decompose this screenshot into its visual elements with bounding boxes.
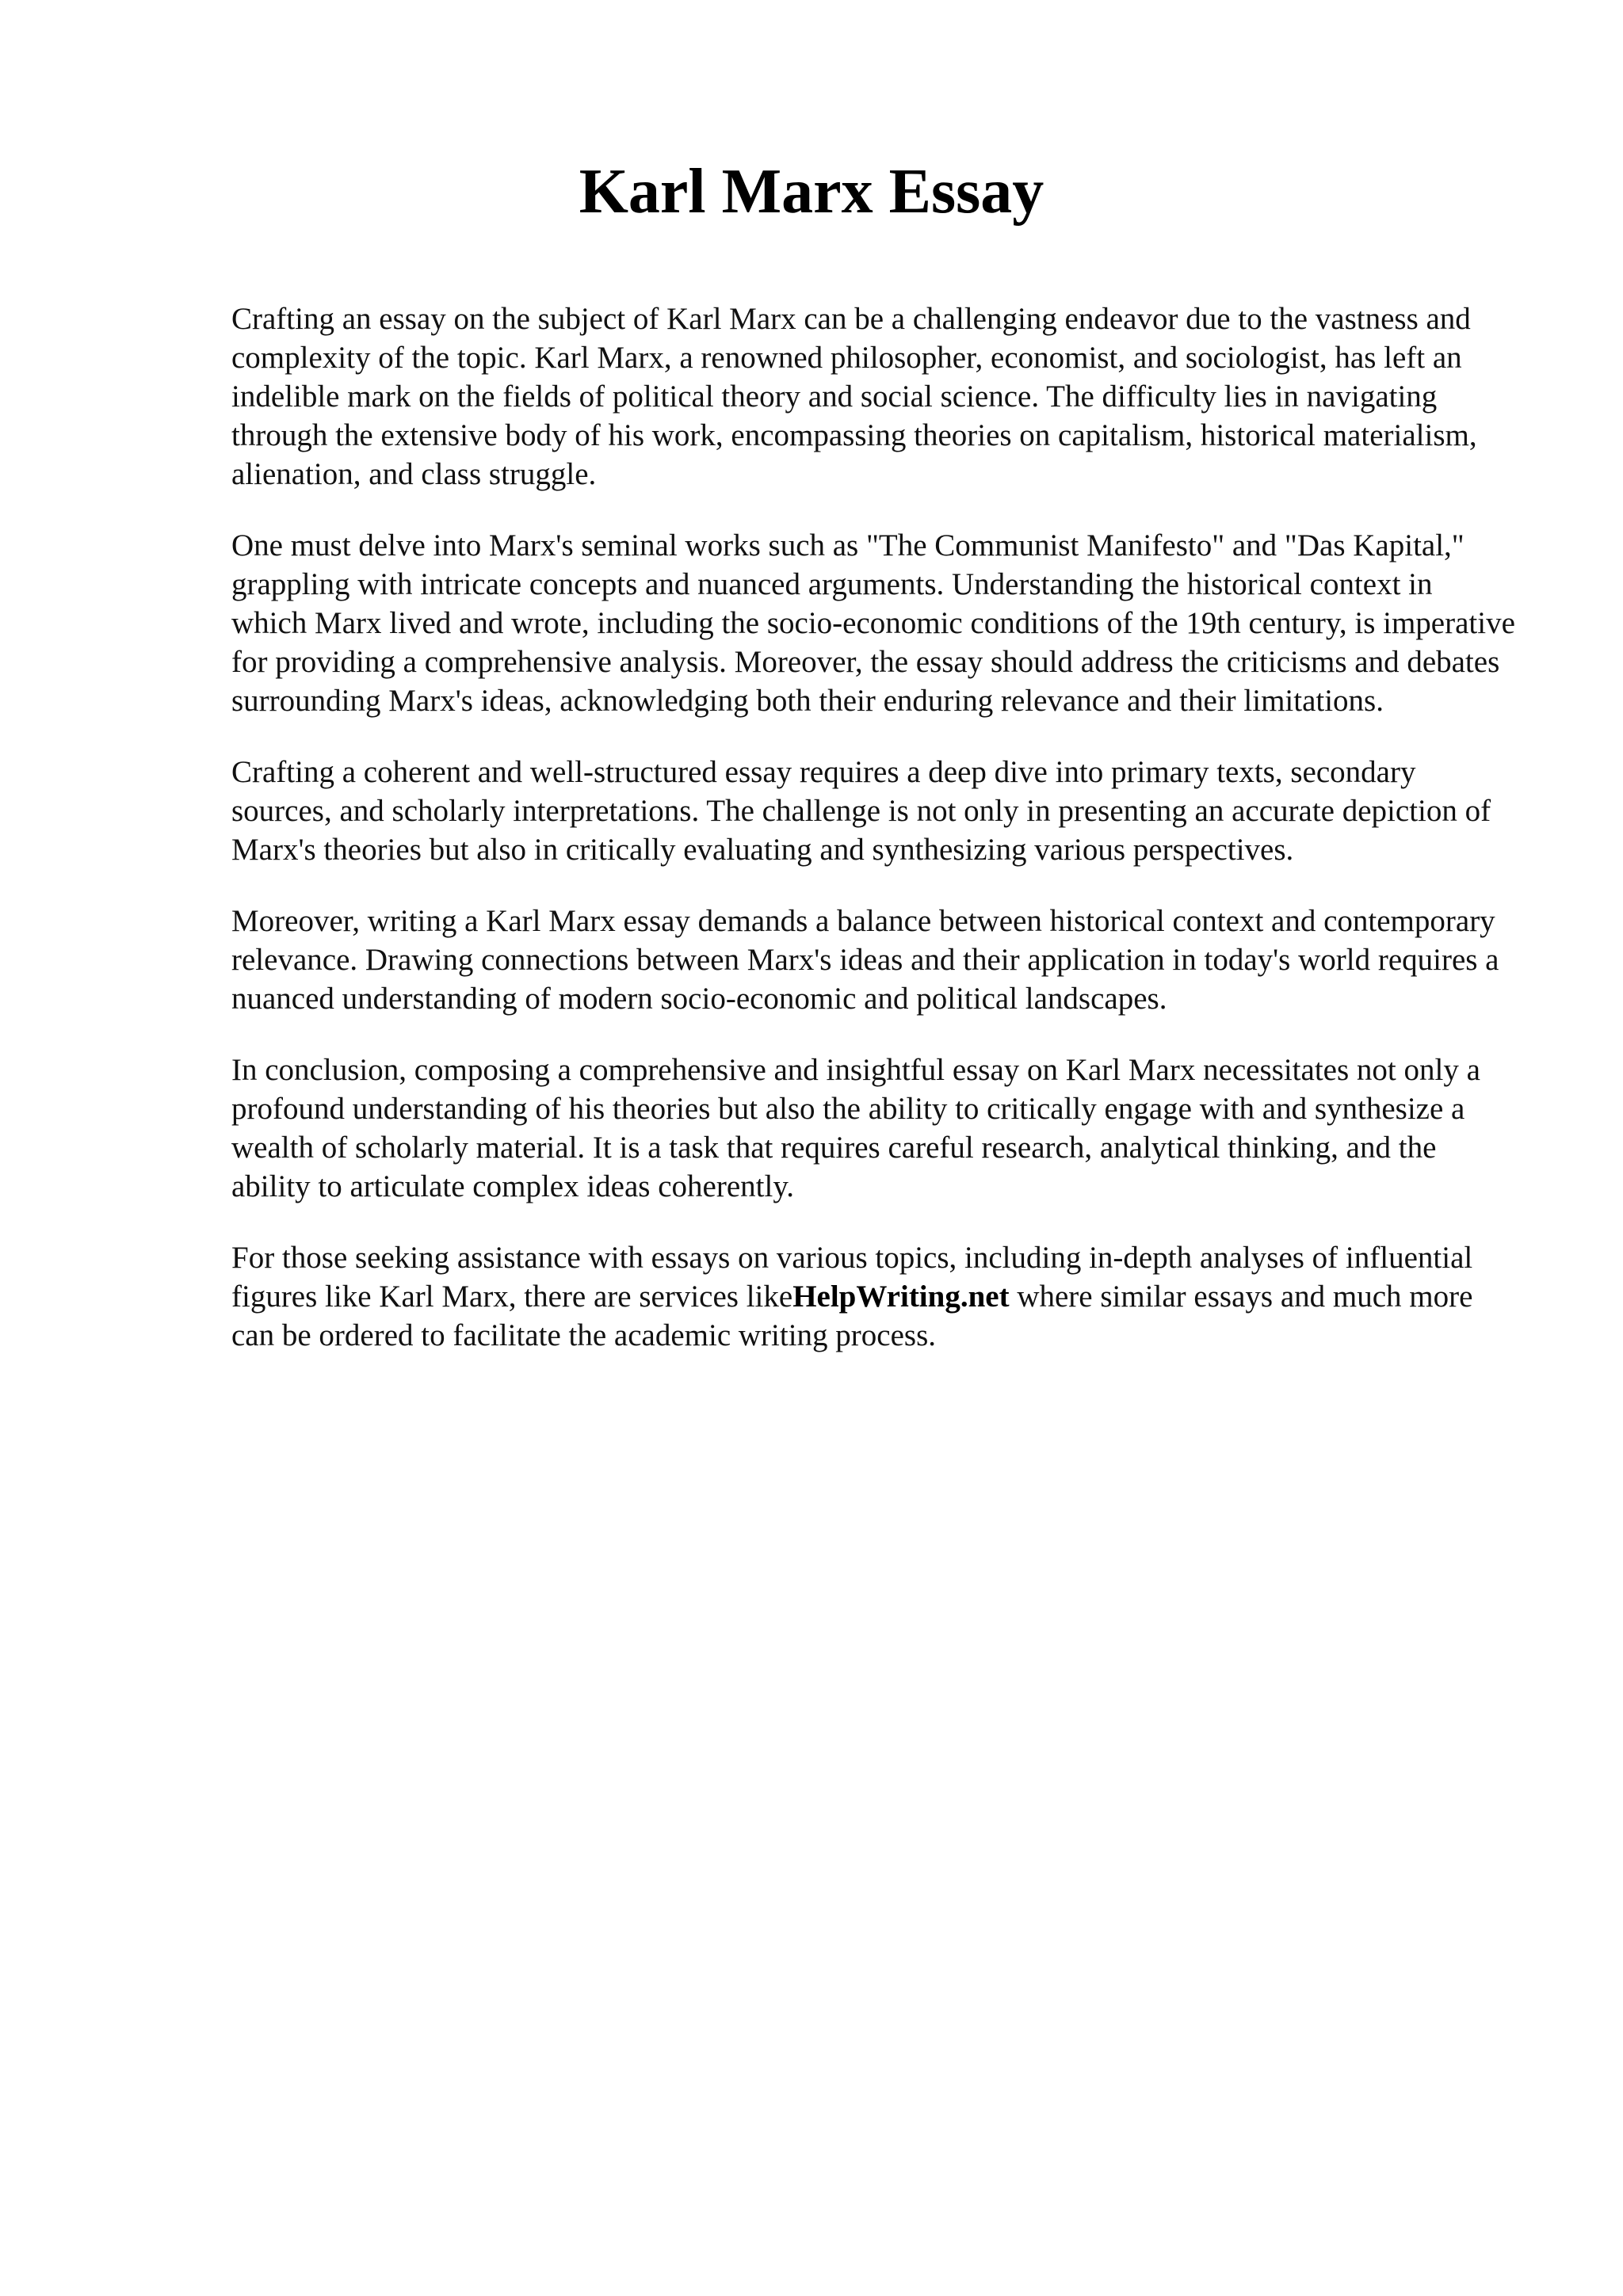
essay-body <box>231 299 1515 1387</box>
paragraph-5: In conclusion, composing a comprehensive and insightful essay on Karl Marx necessitates not only a profound understanding of his theories but also the ability to critically engage with and synthesize a wealth of scholarly material. It is a task that requires careful research, analytical thinking, and the ability to articulate complex ideas coherently. <box>231 1053 1480 1203</box>
page-title: Karl Marx Essay <box>579 157 1044 227</box>
closing-text-before: For those seeking assistance with essays on various topics, including in-depth analyses of influential figures like Karl Marx, there are services like <box>231 1241 1473 1314</box>
paragraph-2: One must delve into Marx's seminal works such as "The Communist Manifesto" and "Das Kapital," grappling with intricate concepts and nuanced arguments. Understanding the historical context in which Marx lived and wrote, including the socio-economic conditions of the 19th century, is imperative for providing a comprehensive analysis. Moreover, the essay should address the criticisms and debates surrounding Marx's ideas, acknowledging both their enduring relevance and their limitations. <box>231 528 1515 718</box>
helpwriting-link[interactable]: HelpWriting.net <box>792 1280 1010 1314</box>
paragraph-1: Crafting an essay on the subject of Karl Marx can be a challenging endeavor due to the vastness and complexity of the topic. Karl Marx, a renowned philosopher, economist, and sociologist, has left an indelible mark on the fields of political theory and social science. The difficulty lies in navigating through the extensive body of his work, encompassing theories on capitalism, historical materialism, alienation, and class struggle. <box>231 302 1477 491</box>
closing-text-after: where similar essays and much more can be ordered to facilitate the academic writing process. <box>231 1280 1473 1352</box>
paragraph-3: Crafting a coherent and well-structured essay requires a deep dive into primary texts, secondary sources, and scholarly interpretations. The challenge is not only in presenting an accurate depiction of Marx's theories but also in critically evaluating and synthesizing various perspectives. <box>231 755 1491 867</box>
closing-paragraph <box>231 1238 1515 1355</box>
paragraph-4: Moreover, writing a Karl Marx essay demands a balance between historical context and contemporary relevance. Drawing connections between Marx's ideas and their application in today's world requires a nuanced understanding of modern socio-economic and political landscapes. <box>231 904 1499 1016</box>
